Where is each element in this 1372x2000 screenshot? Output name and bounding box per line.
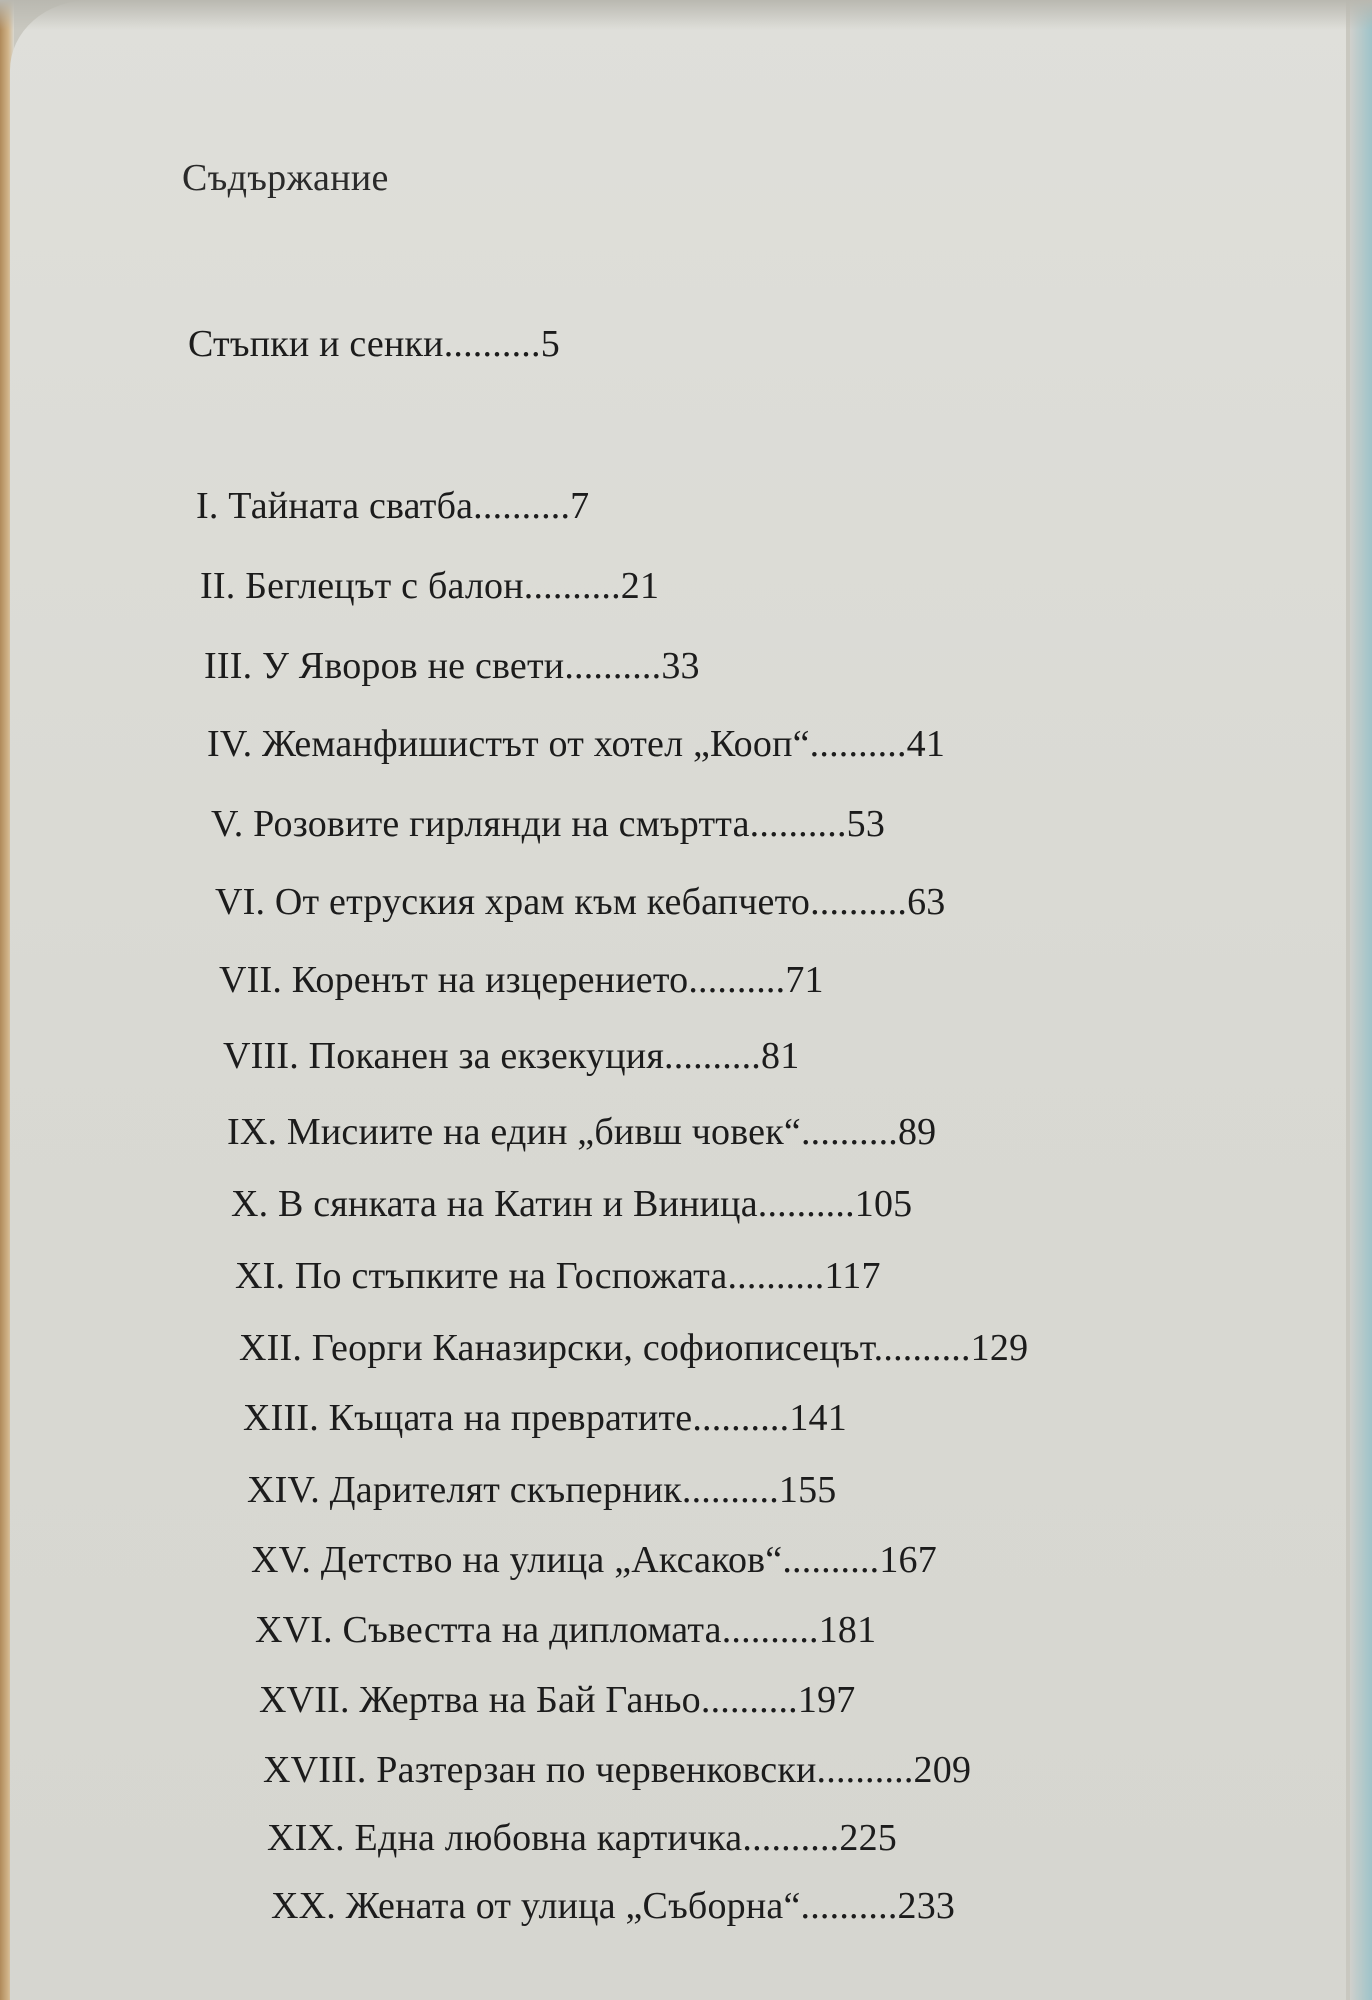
toc-entry-20: XX. Жената от улица „Съборна“..........233 [271,1885,956,1927]
toc-entry-3: III. У Яворов не свети..........33 [204,645,700,687]
toc-entry-5: V. Розовите гирлянди на смъртта..........53 [211,803,886,845]
toc-entry-prologue: Стъпки и сенки..........5 [188,323,560,365]
toc-entry-16: XVI. Съвестта на дипломата..........181 [255,1609,877,1651]
toc-entry-12: XII. Георги Каназирски, софиописецът..........129 [239,1327,1029,1369]
toc-entry-11: XI. По стъпките на Госпожата..........117 [235,1255,881,1297]
toc-entry-18: XVIII. Разтерзан по червенковски..........209 [263,1749,972,1791]
page-right-edge [1350,0,1372,2000]
toc-entry-9: IX. Мисиите на един „бивш човек“..........89 [227,1111,937,1153]
toc-entry-10: X. В сянката на Катин и Виница..........105 [231,1183,913,1225]
toc-entry-15: XV. Детство на улица „Аксаков“..........167 [251,1539,937,1581]
toc-entry-19: XIX. Една любовна картичка..........225 [267,1817,897,1859]
toc-entry-17: XVII. Жертва на Бай Ганьо..........197 [259,1679,856,1721]
page-top-shadow [0,0,1372,30]
toc-entry-2: II. Беглецът с балон..........21 [200,565,660,607]
toc-entry-13: XIII. Къщата на превратите..........141 [243,1397,847,1439]
toc-entry-6: VI. От етруския храм към кебапчето..........63 [215,881,946,923]
toc-entry-14: XIV. Дарителят скъперник..........155 [247,1469,837,1511]
toc-entry-4: IV. Жеманфишистът от хотел „Кооп“..........41 [207,723,946,765]
toc-entry-7: VII. Коренът на изцерението..........71 [219,959,824,1001]
toc-entry-8: VIII. Поканен за екзекуция..........81 [223,1035,800,1077]
toc-entry-1: I. Тайната сватба..........7 [196,485,590,527]
toc-title: Съдържание [182,157,389,199]
